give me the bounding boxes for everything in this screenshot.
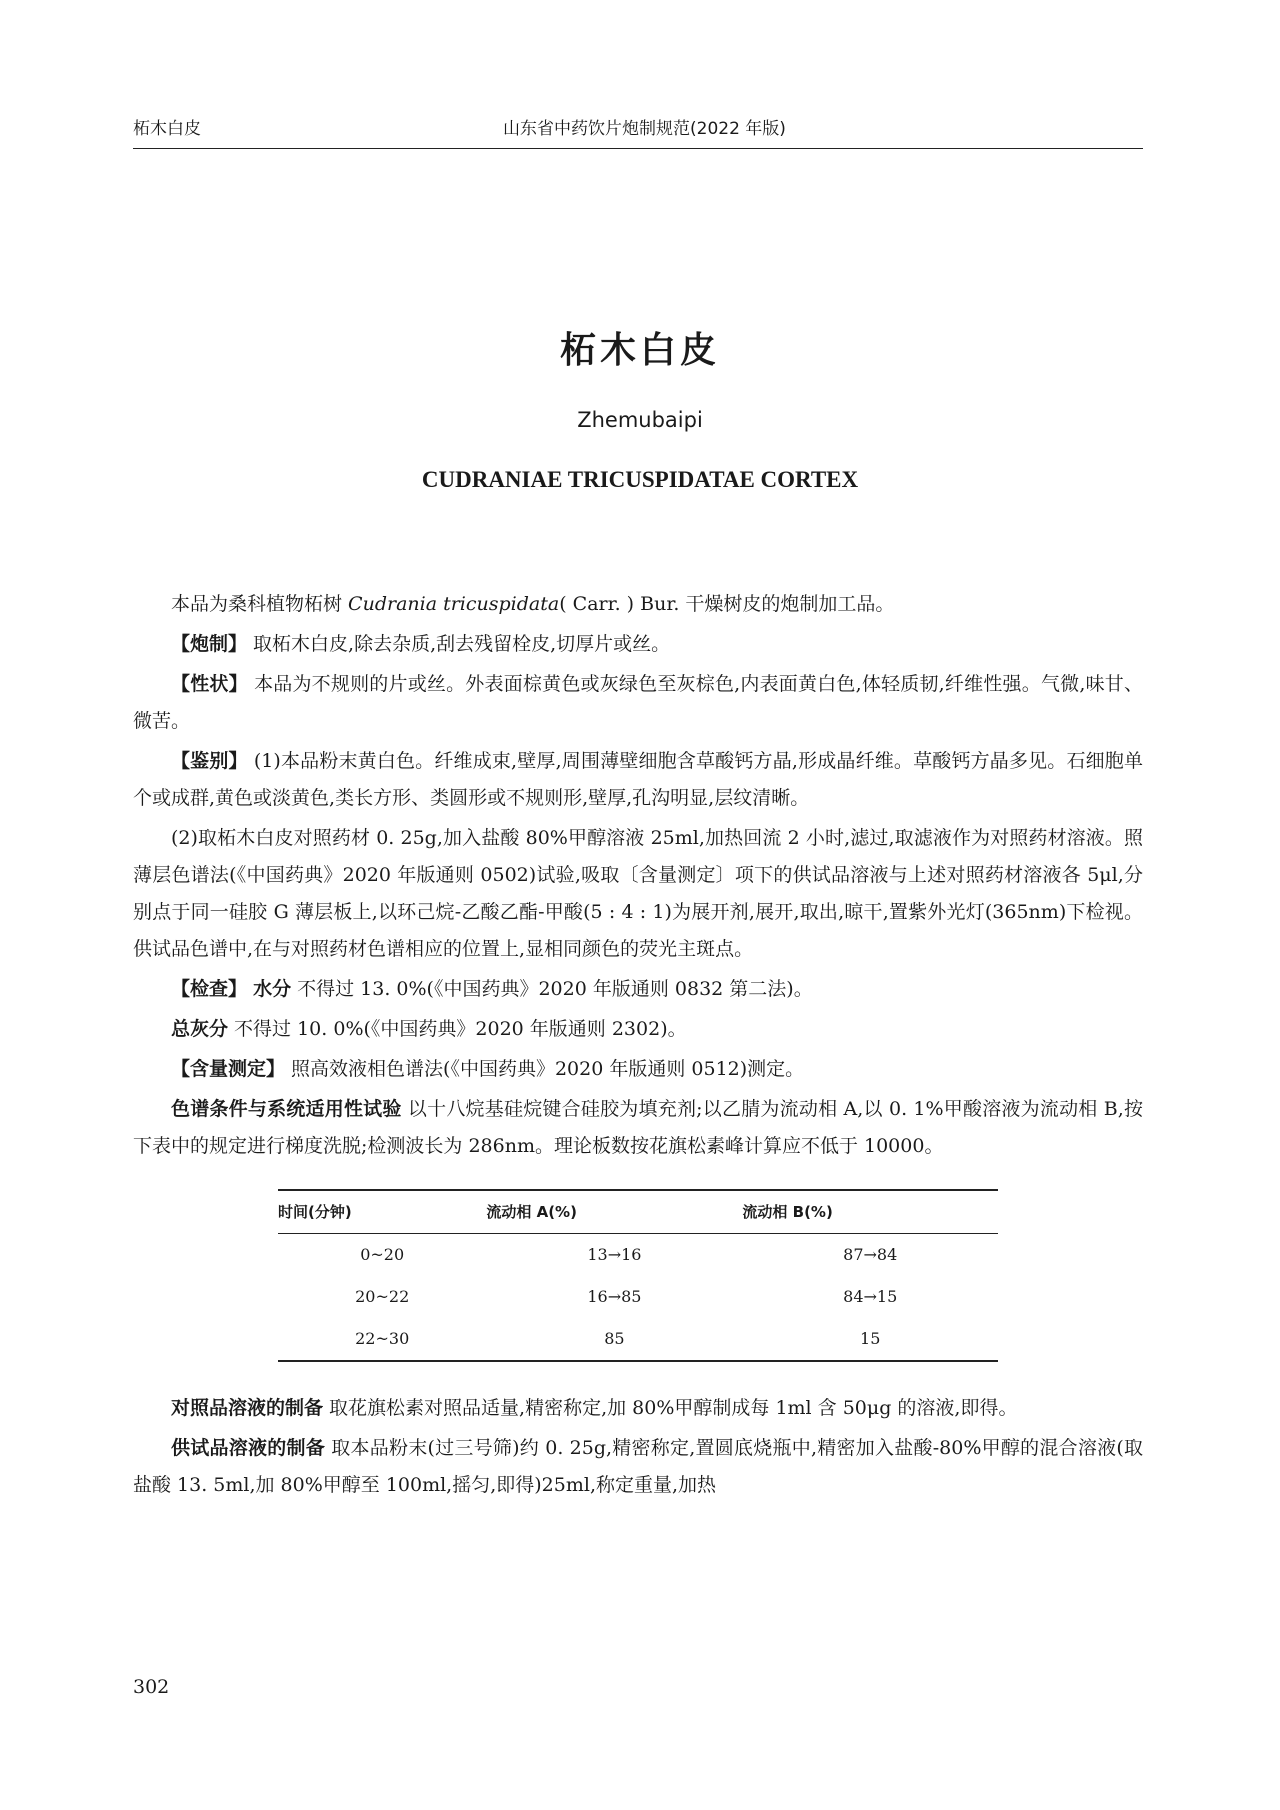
table-header-cell: 流动相 B(%) [742,1190,998,1234]
header-drug-name: 柘木白皮 [133,119,201,139]
gradient-table [278,1189,998,1362]
reference-label: 对照品溶液的制备 [171,1397,324,1419]
table-cell: 13→16 [587,1245,642,1264]
total-ash: 总灰分 不得过 10. 0%(《中国药典》2020 年版通则 2302)。 [171,1018,687,1040]
monograph-pinyin: Zhemubaipi [577,408,703,432]
table-cell: 16→85 [587,1287,642,1306]
identification-label: 【鉴别】 [171,750,248,772]
intro-paragraph: 本品为桑科植物柘树 Cudrania tricuspidata( Carr. ) Bur. 干燥树皮的炮制加工品。 [171,593,895,615]
inspection-label: 【检查】 [171,978,248,1000]
table-cell: 15 [742,1318,998,1361]
table-cell: 84→15 [843,1287,898,1306]
species-name: Cudrania tricuspidata [348,593,560,615]
table-cell: 20~22 [355,1287,410,1306]
monograph-title: 柘木白皮 [559,330,720,371]
monograph-body [133,586,1143,1507]
description-section: 【性状】 本品为不规则的片或丝。外表面棕黄色或灰绿色至灰棕色,内表面黄白色,体轻质韧,纤维性强。气微,味甘、微苦。 [133,673,1143,732]
table-row [278,1276,998,1318]
table-header-cell: 流动相 A(%) [486,1190,742,1234]
sample-label: 供试品溶液的制备 [171,1437,325,1459]
chromatographic-conditions: 色谱条件与系统适用性试验 以十八烷基硅烷键合硅胶为填充剂;以乙腈为流动相 A,以 0. 1%甲酸溶液为流动相 B,按下表中的规定进行梯度洗脱;检测波长为 286nm。理论板数按花旗松素峰计算应不低于 10000。 [133,1098,1143,1157]
sample-solution: 供试品溶液的制备 取本品粉末(过三号筛)约 0. 25g,精密称定,置圆底烧瓶中,精密加入盐酸-80%甲醇的混合溶液(取盐酸 13. 5ml,加 80%甲醇至 100ml,摇匀,即得)25ml,称定重量,加热 [133,1437,1143,1496]
inspection-section: 【检查】 水分 不得过 13. 0%(《中国药典》2020 年版通则 0832 第二法)。 [171,978,813,1000]
monograph-latin-name: CUDRANIAE TRICUSPIDATAE CORTEX [421,467,859,492]
table-row [278,1234,998,1277]
header-book-title: 山东省中药饮片炮制规范(2022 年版) [503,119,786,139]
ash-label: 总灰分 [171,1018,229,1040]
table-cell: 85 [486,1318,742,1361]
water-label: 水分 [253,978,292,1000]
table-header-row [278,1190,998,1234]
page-number: 302 [133,1676,170,1698]
table-cell: 22~30 [278,1318,486,1361]
table-header-cell: 时间(分钟) [278,1190,486,1234]
description-label: 【性状】 [171,673,248,695]
table-row [278,1318,998,1361]
table-cell: 0~20 [360,1245,405,1264]
identification-section: 【鉴别】 (1)本品粉末黄白色。纤维成束,壁厚,周围薄壁细胞含草酸钙方晶,形成晶纤维。草酸钙方晶多见。石细胞单个或成群,黄色或淡黄色,类长方形、类圆形或不规则形,壁厚,孔沟明显,层纹清晰。 [133,750,1143,809]
conditions-label: 色谱条件与系统适用性试验 [171,1098,402,1120]
processing-section: 【炮制】 取柘木白皮,除去杂质,刮去残留栓皮,切厚片或丝。 [171,633,671,655]
assay-section: 【含量测定】 照高效液相色谱法(《中国药典》2020 年版通则 0512)测定。 [171,1058,805,1080]
running-header [133,108,1143,149]
processing-label: 【炮制】 [171,633,248,655]
reference-solution: 对照品溶液的制备 取花旗松素对照品适量,精密称定,加 80%甲醇制成每 1ml 含 50μg 的溶液,即得。 [171,1397,1018,1419]
assay-label: 【含量测定】 [171,1058,286,1080]
table-cell: 87→84 [843,1245,898,1264]
identification-tlc: (2)取柘木白皮对照药材 0. 25g,加入盐酸 80%甲醇溶液 25ml,加热回流 2 小时,滤过,取滤液作为对照药材溶液。照薄层色谱法(《中国药典》2020 年版通则 0502)试验,吸取〔含量测定〕项下的供试品溶液与上述对照药材溶液各 5μl,分别点于同一硅胶 G 薄层板上,以环己烷-乙酸乙酯-甲酸(5 : 4 : 1)为展开剂,展开,取出,晾干,置紫外光灯(365nm)下检视。供试品色谱中,在与对照药材色谱相应的位置上,显相同颜色的荧光主斑点。 [133,827,1143,960]
